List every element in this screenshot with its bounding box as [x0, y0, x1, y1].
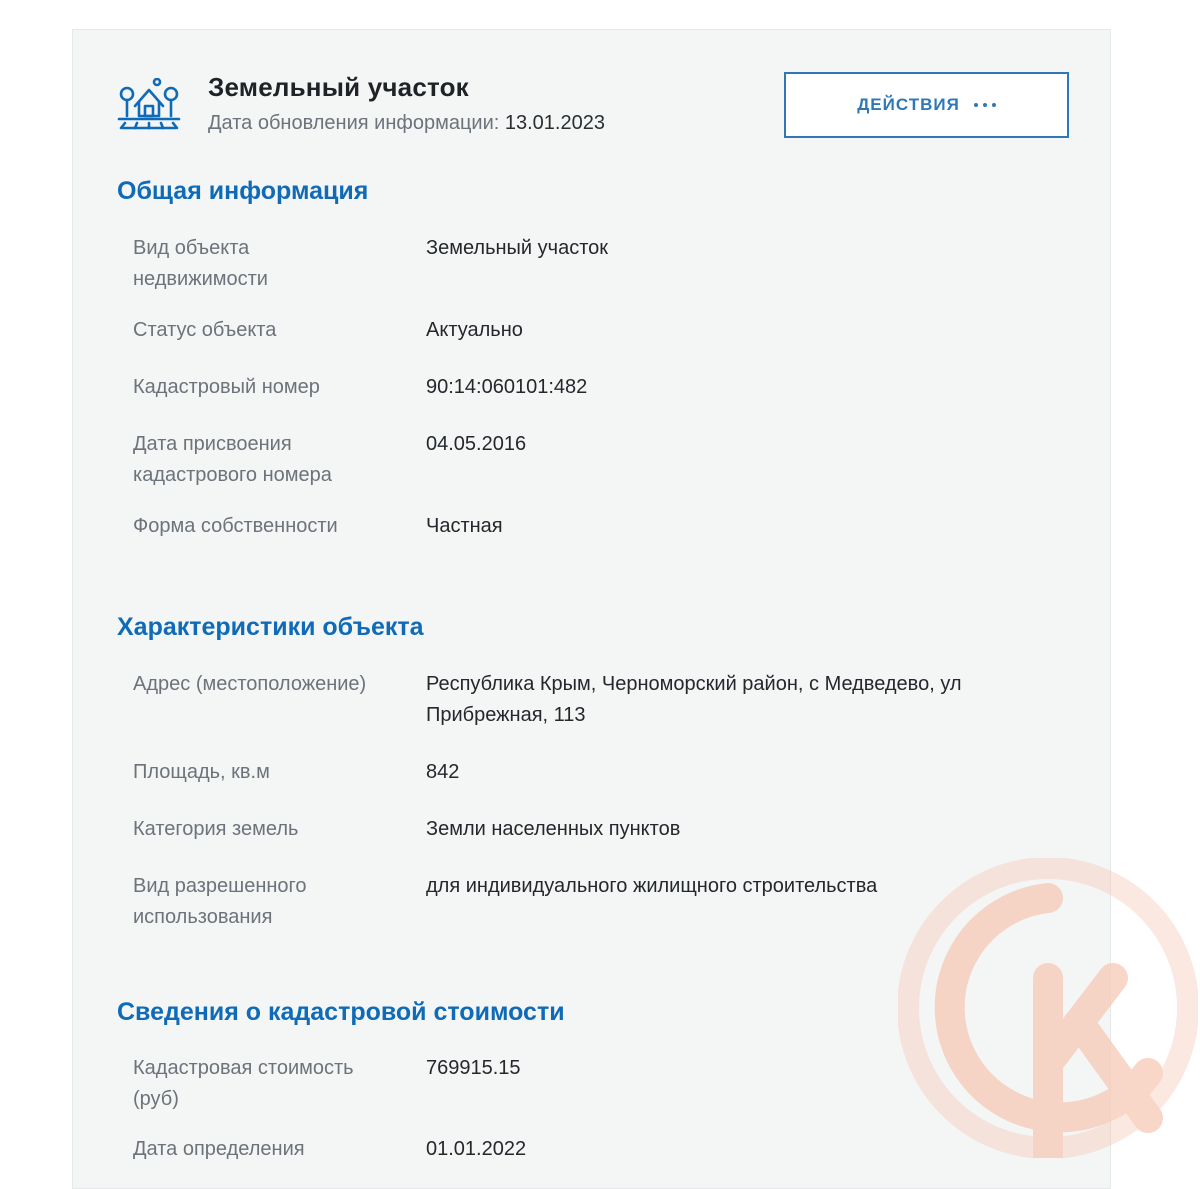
row-value: Актуально — [426, 319, 523, 341]
row-label-line: (руб) — [133, 1088, 179, 1110]
row-label-line: кадастрового номера — [133, 464, 332, 486]
row-label-line: Вид объекта — [133, 237, 250, 259]
row-label — [133, 1053, 403, 1115]
row-value: 90:14:060101:482 — [426, 376, 588, 398]
more-dots-icon — [974, 103, 996, 107]
row-label — [133, 871, 403, 933]
section-title-characteristics: Характеристики объекта — [117, 613, 424, 641]
update-info — [208, 112, 605, 135]
update-label: Дата обновления информации: — [208, 112, 500, 134]
land-plot-icon — [117, 78, 181, 130]
section-title-cadastral-value: Сведения о кадастровой стоимости — [117, 998, 565, 1026]
row-value — [426, 669, 1026, 731]
row-label: Статус объекта — [133, 319, 277, 341]
row-label: Категория земель — [133, 818, 299, 840]
row-label-line: использования — [133, 906, 273, 928]
row-label-line: Вид разрешенного — [133, 875, 307, 897]
row-label-line: Дата присвоения — [133, 433, 292, 455]
row-label: Площадь, кв.м — [133, 761, 270, 783]
row-label: Кадастровый номер — [133, 376, 320, 398]
row-value-line: Республика Крым, Черноморский район, с Медведево, ул — [426, 673, 962, 695]
row-value: Земли населенных пунктов — [426, 818, 681, 840]
row-value-line: Прибрежная, 113 — [426, 704, 586, 726]
row-label — [133, 429, 403, 491]
row-value: 769915.15 — [426, 1057, 521, 1079]
actions-button[interactable] — [784, 72, 1069, 138]
row-value: 01.01.2022 — [426, 1138, 527, 1160]
row-label — [133, 233, 403, 295]
row-label-line: недвижимости — [133, 268, 268, 290]
row-label: Дата определения — [133, 1138, 305, 1160]
row-label-line: Кадастровая стоимость — [133, 1057, 354, 1079]
row-value: 04.05.2016 — [426, 433, 527, 455]
actions-button-label: ДЕЙСТВИЯ — [857, 95, 960, 114]
section-title-general: Общая информация — [117, 177, 369, 205]
card-header — [73, 30, 1110, 160]
page-title: Земельный участок — [208, 72, 469, 102]
row-value: для индивидуального жилищного строительства — [426, 875, 878, 897]
update-date: 13.01.2023 — [504, 112, 605, 134]
row-label: Адрес (местоположение) — [133, 673, 367, 695]
row-label: Форма собственности — [133, 515, 338, 537]
object-card — [72, 29, 1111, 1189]
row-value: Частная — [426, 515, 503, 537]
row-value: 842 — [426, 761, 460, 783]
row-value: Земельный участок — [426, 237, 609, 259]
